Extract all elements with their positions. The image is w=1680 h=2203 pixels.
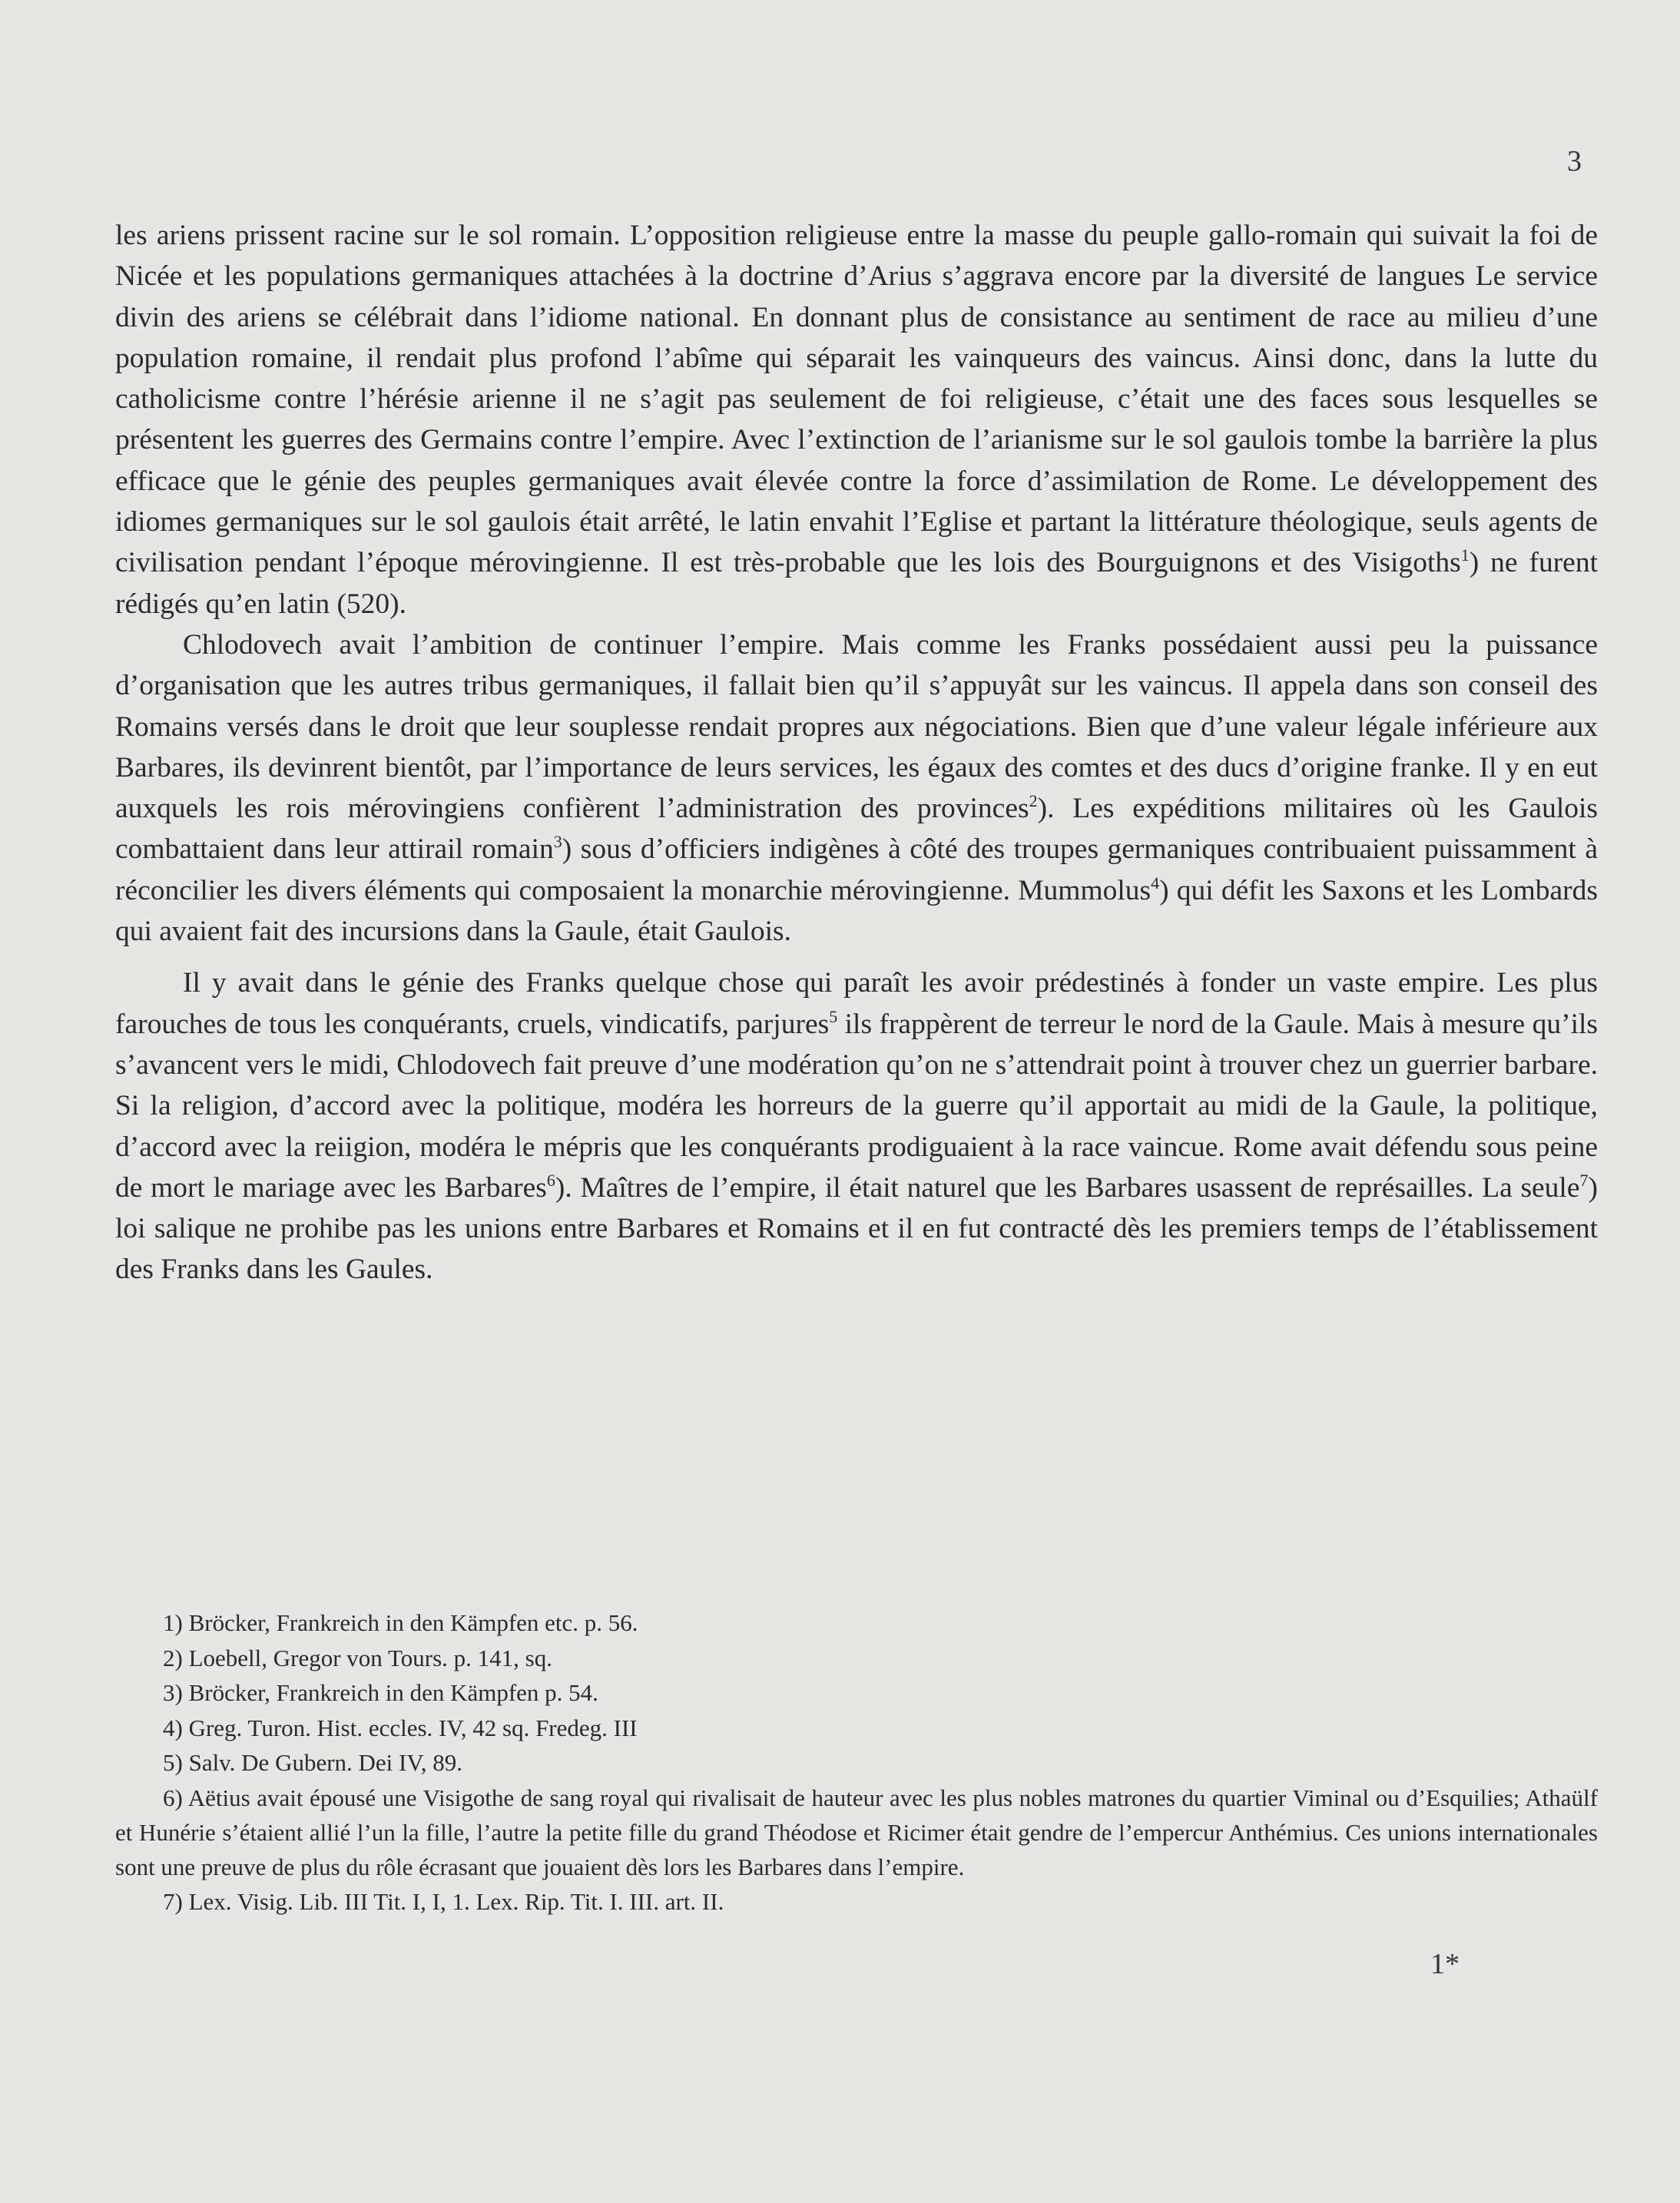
signature-mark: 1*: [1430, 1948, 1460, 1980]
paragraph-1: [115, 215, 1598, 624]
footnotes: [115, 1605, 1598, 1919]
footnote-1: 1) Bröcker, Frankreich in den Kämpfen etc. p. 56.: [163, 1609, 638, 1636]
paragraph-2-part-c: ) sous d’officiers indigènes à côté des troupes germaniques contribuaient puissamment à réconcilier les divers éléments qui composaient la monarchie mérovingienne. Mummolus: [115, 833, 1598, 906]
footnote-ref-3: 3: [553, 832, 562, 852]
footnote-4: 4) Greg. Turon. Hist. eccles. IV, 42 sq. Fredeg. III: [163, 1714, 638, 1741]
paragraph-3-part-b: ils frappèrent de terreur le nord de la Gaule. Mais à mesure qu’ils s’avancent vers le midi, Chlodovech fait preuve d’une modération qu’on ne s’attendrait point à trouver chez un guerrier barbare. Si la religion, d’accord avec la politique, modéra les horreurs de la guerre qu’il apportait au midi de la Gaule, la politique, d’accord avec la reiigion, modéra le mépris que les conquérants prodiguaient à la race vaincue. Rome avait défendu sous peine de mort le mariage avec les Barbares: [115, 1008, 1598, 1204]
footnote-2: 2) Loebell, Gregor von Tours. p. 141, sq.: [163, 1644, 552, 1671]
paragraph-2-part-b: ). Les expéditions militaires où les Gaulois combattaient dans leur attirail romain: [115, 793, 1598, 866]
footnote-5: 5) Salv. De Gubern. Dei IV, 89.: [163, 1749, 463, 1776]
paragraph-3-part-c: ). Maîtres de l’empire, il était naturel que les Barbares usassent de représailles. La seule: [555, 1171, 1580, 1204]
footnote-ref-6: 6: [546, 1170, 555, 1190]
paragraph-2-part-d: ) qui défit les Saxons et les Lombards qui avaient fait des incursions dans la Gaule, était Gaulois.: [115, 874, 1598, 948]
paragraph-1-text: les ariens prissent racine sur le sol romain. L’opposition religieuse entre la masse du peuple gallo-romain qui suivait la foi de Nicée et les populations germaniques attachées à la doctrine d’Arius s’aggrava encore par la diversité de langues Le service divin des ariens se célébrait dans l’idiome national. En donnant plus de consistance au sentiment de race au milieu d’une population romaine, il rendait plus profond l’abîme qui séparait les vainqueurs des vaincus. Ainsi donc, dans la lutte du catholicisme contre l’hérésie arienne il ne s’agit pas seulement de foi religieuse, c’était une des faces sous lesquelles se présentent les guerres des Germains contre l’empire. Avec l’extinction de l’arianisme sur le sol gaulois tombe la barrière la plus efficace que le génie des peuples germaniques avait élevée contre la force d’assimilation de Rome. Le développement des idiomes germaniques sur le sol gaulois était arrêté, le latin envahit l’Eglise et partant la littérature théologique, seuls agents de civilisation pendant l’époque mérovingienne. Il est très-probable que les lois des Bourguignons et des Visigoths: [115, 220, 1598, 579]
footnote-ref-4: 4: [1151, 873, 1160, 893]
page-number: 3: [1567, 145, 1582, 177]
paragraph-3-part-d: ) loi salique ne prohibe pas les unions entre Barbares et Romains et il en fut contracté dès les premiers temps de l’établissement des Franks dans les Gaules.: [115, 1171, 1598, 1286]
footnote-ref-2: 2: [1029, 791, 1038, 811]
footnote-ref-7: 7: [1579, 1170, 1589, 1190]
footnote-ref-1: 1: [1460, 545, 1470, 565]
body-text: [115, 215, 1598, 1290]
paragraph-3-part-a: Il y avait dans le génie des Franks quelque chose qui paraît les avoir prédestinés à fonder un vaste empire. Les plus farouches de tous les conquérants, cruels, vindicatifs, parjures: [115, 967, 1598, 1040]
paragraph-2-part-a: Chlodovech avait l’ambition de continuer l’empire. Mais comme les Franks possédaient aussi peu la puissance d’organisation que les autres tribus germaniques, il fallait bien qu’il s’appuyât sur les vaincus. Il appela dans son conseil des Romains versés dans le droit que leur souplesse rendait propres aux négociations. Bien que d’une valeur légale inférieure aux Barbares, ils devinrent bientôt, par l’importance de leurs services, les égaux des comtes et des ducs d’origine franke. Il y en eut auxquels les rois mérovingiens confièrent l’administration des provinces: [115, 628, 1598, 825]
footnote-3: 3) Bröcker, Frankreich in den Kämpfen p. 54.: [163, 1679, 598, 1706]
paragraph-1-end: ) ne furent rédigés qu’en latin (520).: [115, 547, 1598, 620]
paragraph-3: [115, 962, 1598, 1290]
footnote-ref-5: 5: [829, 1006, 838, 1026]
footnote-6: 6) Aëtius avait épousé une Visigothe de sang royal qui rivalisait de hauteur avec les plus nobles matrones du quartier Viminal ou d’Esquilies; Athaülf et Hunérie s’étaient allié l’un la fille, l’autre la petite fille du grand Théodose et Ricimer était gendre de l’empercur Anthémius. Ces unions internationales sont une preuve de plus du rôle écrasant que jouaient dès lors les Barbares dans l’empire.: [115, 1784, 1598, 1880]
footnote-7: 7) Lex. Visig. Lib. III Tit. I, I, 1. Lex. Rip. Tit. I. III. art. II.: [163, 1887, 724, 1915]
paragraph-2: [115, 624, 1598, 952]
